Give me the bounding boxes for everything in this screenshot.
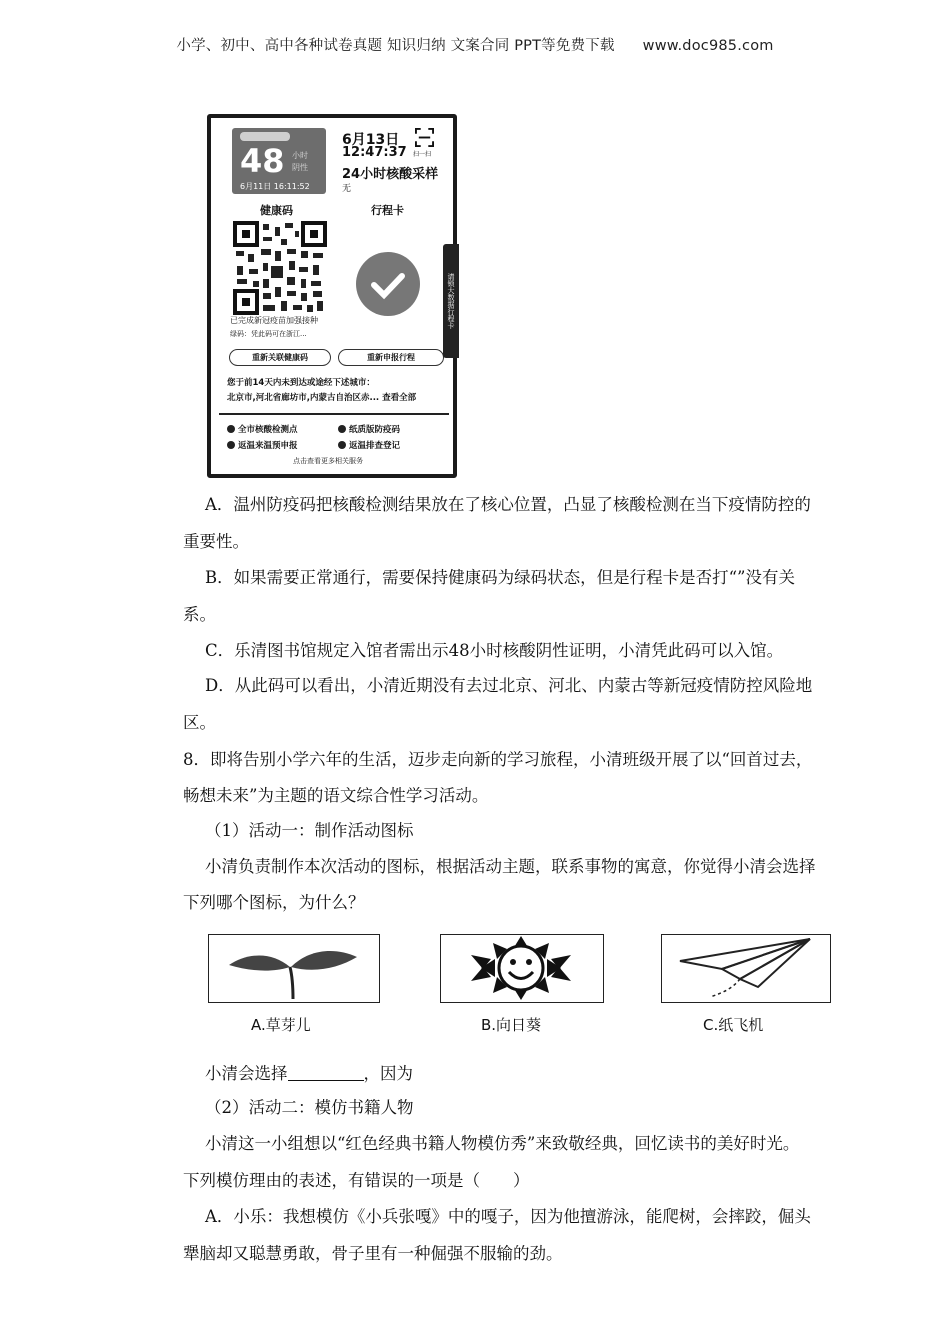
- option-b-line1: B．如果需要正常通行，需要保持健康码为绿码状态，但是行程卡是否打“”没有关: [205, 568, 795, 587]
- sampling-label: 24小时核酸采样: [342, 167, 439, 182]
- sprout-icon: [209, 935, 378, 1001]
- activity2-option-a-line1: A．小乐：我想模仿《小兵张嘎》中的嘎子，因为他擅游泳，能爬树，会摔跤，倔头: [205, 1207, 811, 1226]
- icon-a-label: A.草芽儿: [251, 1016, 311, 1034]
- sampling-value: 无: [342, 184, 352, 194]
- trip-check-icon: [356, 252, 420, 316]
- trip-card-title: 行程卡: [371, 204, 404, 217]
- location-icon: [227, 425, 235, 433]
- header-url[interactable]: www.doc985.com: [642, 38, 774, 54]
- paper-plane-icon: [662, 935, 829, 1001]
- trip-card-side-tab[interactable]: 请锁大数据行程卡: [443, 244, 459, 358]
- sprout-image: [208, 934, 380, 1003]
- option-b-line2: 系。: [183, 605, 216, 624]
- service-paper-code-label: 纸质版防疫码: [349, 425, 401, 435]
- service-pre-report-label: 返温来温预申报: [238, 441, 298, 451]
- current-date: 6月13日: [342, 132, 400, 148]
- cities-intro: 您于前14天内未到达或途经下述城市：: [227, 378, 375, 388]
- scan-icon[interactable]: [415, 128, 434, 147]
- answer-blank[interactable]: [288, 1064, 364, 1081]
- q8-line2: 畅想未来”为主题的语文综合性学习活动。: [183, 786, 489, 805]
- more-services-link[interactable]: 点击查看更多相关服务: [293, 457, 363, 465]
- current-time: 12:47:37: [342, 145, 407, 160]
- activity1-desc-line2: 下列哪个图标，为什么？: [183, 893, 365, 912]
- sunflower-image: [440, 934, 604, 1003]
- paper-plane-image: [661, 934, 831, 1003]
- answer-prefix: 小清会选择: [205, 1064, 288, 1083]
- test-hours: 48: [240, 142, 285, 180]
- answer-suffix: ，因为: [363, 1064, 413, 1083]
- document-icon: [338, 425, 346, 433]
- divider: [219, 413, 449, 415]
- activity1-desc-line1: 小清负责制作本次活动的图标，根据活动主题，联系事物的寓意，你觉得小清会选择: [205, 857, 816, 876]
- scan-label: 扫一扫: [413, 151, 432, 158]
- app-logo: [240, 132, 290, 141]
- service-registration[interactable]: [338, 439, 400, 451]
- qr-code-icon: [233, 221, 327, 315]
- q8-line1: 8．即将告别小学六年的生活，迈步走向新的学习旅程，小清班级开展了以“回首过去，: [183, 750, 813, 769]
- service-paper-code[interactable]: [338, 423, 400, 435]
- activity2-option-a-line2: 犟脑却又聪慧勇敢，骨子里有一种倔强不服输的劲。: [183, 1244, 563, 1263]
- activity2-desc-line2: 下列模仿理由的表述，有错误的一项是（ ）: [183, 1171, 530, 1190]
- cities-list[interactable]: 北京市,河北省廊坊市,内蒙古自治区赤... 查看全部: [227, 393, 417, 403]
- service-pre-report[interactable]: [227, 439, 298, 451]
- page-header: [0, 34, 950, 55]
- activity2-title: （2）活动二：模仿书籍人物: [205, 1098, 414, 1117]
- answer-line: [205, 1064, 413, 1084]
- test-unit: 小时: [292, 151, 308, 160]
- option-a-line2: 重要性。: [183, 532, 249, 551]
- option-a-line1: A．温州防疫码把核酸检测结果放在了核心位置，凸显了核酸检测在当下疫情防控的: [205, 495, 811, 514]
- register-icon: [338, 441, 346, 449]
- icon-c-label: C.纸飞机: [703, 1016, 764, 1034]
- green-code-note: 绿码：凭此码可在浙江...: [230, 330, 307, 338]
- health-code-screenshot: [207, 114, 457, 478]
- header-text: 小学、初中、高中各种试卷真题 知识归纳 文案合同 PPT等免费下载: [176, 38, 615, 54]
- test-result: 阴性: [292, 163, 308, 172]
- option-d-line2: 区。: [183, 713, 216, 732]
- relink-health-code-button[interactable]: 重新关联健康码: [229, 349, 331, 366]
- icon-b-label: B.向日葵: [481, 1016, 542, 1034]
- service-registration-label: 返温排查登记: [349, 441, 401, 451]
- health-code-title: 健康码: [260, 204, 293, 217]
- report-trip-button[interactable]: 重新申报行程: [338, 349, 444, 366]
- service-test-points-label: 全市核酸检测点: [238, 425, 298, 435]
- activity2-desc-line1: 小清这一小组想以“红色经典书籍人物模仿秀”来致敬经典，回忆读书的美好时光。: [205, 1134, 800, 1153]
- test-time: 6月11日 16:11:52: [240, 182, 310, 191]
- report-icon: [227, 441, 235, 449]
- option-d-line1: D．从此码可以看出，小清近期没有去过北京、河北、内蒙古等新冠疫情防控风险地: [205, 676, 813, 695]
- option-c-line1: C．乐清图书馆规定入馆者需出示48小时核酸阴性证明，小清凭此码可以入馆。: [205, 641, 784, 660]
- sunflower-icon: [441, 935, 602, 1001]
- nucleic-test-card: [232, 128, 326, 194]
- service-test-points[interactable]: [227, 423, 298, 435]
- vaccine-status: 已完成新冠疫苗加强接种: [230, 316, 318, 325]
- activity1-title: （1）活动一：制作活动图标: [205, 821, 414, 840]
